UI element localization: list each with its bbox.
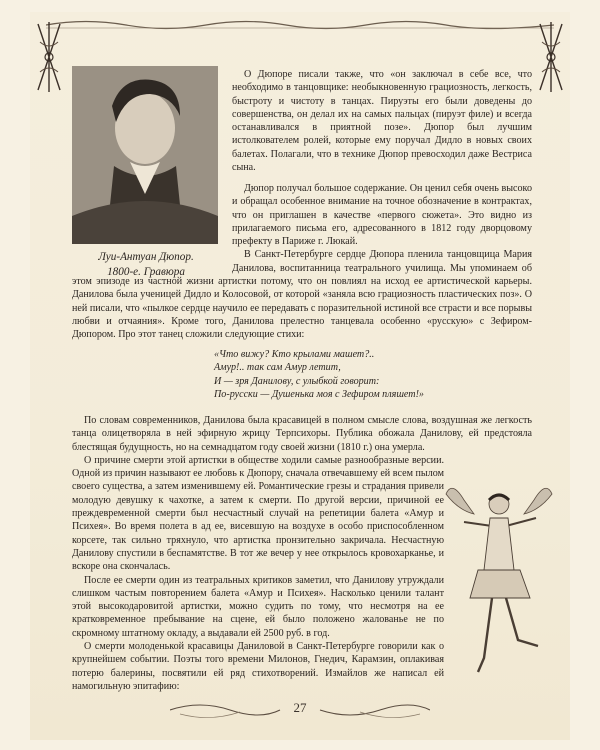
page-number: 27: [293, 700, 307, 715]
paragraph-death-versions: О причине смерти этой артистки в обществе ходили самые разнообразные версии. Одной из причин называют ее любовь к Дюпору, сначала отвечавшему ей всем пылом своего существа, а затем изменившему ей. Романтические грезы и страдания привели молодую девушку к чахотке, а затем к смерти. По другой версии, причиной ее преждевременной смерти был несчастный случай на репетиции балета «Амур и Психея». Во время полета в ад ее, висевшую на воздухе в особо приспособленном корсете, так сильно тряхнуло, что артистка пронзительно закричала. Несчастную Данилову спустили в беспамятстве. В тот же вечер у нее открылось кровохарканье, и вскоре она скончалась.: [72, 454, 444, 573]
paragraph-danilova-intro: В Санкт-Петербурге сердце Дюпора пленила танцовщица Мария Данилова, воспитанница театрального училища. Мы упоминаем об этом эпизоде из частной жизни артистки потому, что он повлиял на исход ее артистической карьеры. Данилова была ученицей Дидло и Колосовой, от которой «заняла всю грациозность пластических поз». О ней писали, что «пылкое сердце научило ее передавать с поразительной истиной все страсти и все порывы любви и отчаяния». Кроме того, Данилова прелестно танцевала особенно «русскую» с Зефиром-Дюпором. Про этот танец сложили следующие стихи:: [72, 249, 532, 341]
paragraph-danilova-beauty: По словам современников, Данилова была красавицей в полном смысле слова, воздушная же легкость танца олицетворяла в ней эфирную жрицу Терпсихоры. Публика обожала Данилову, ей предстояла блестящая будущность, но на семнадцатом году своей жизни (1810 г.) она умерла.: [72, 415, 532, 453]
paragraph-dupor-technique: О Дюпоре писали также, что «он заключал в себе все, что необходимо в танцовщике: необыкновенную грациозность, легкость, быстроту и чистоту в танцах. Пируэты его были доведены до совершенства, он делал их на самых пальцах (пируэт филе) и всегда останавливался в приятной позе». Дюпор был лучшим истолкователем ролей, которые ему поручал Дидло в новых своих балетах. Полагали, что в технике Дюпор превосходил даже Вестриса сына.: [232, 69, 532, 174]
paragraph-critic-remark: После ее смерти один из театральных критиков заметил, что Данилову утруждали слишком частым повторением балета «Амур и Психея». Насколько ценили талант этой высокодаровитой артистки, можно судить по тому, что несмотря на ее кратковременное пребывание на сцене, ей было положено жалованье не по скромному штатному окладу, а выдавали ей 2500 руб. в год.: [72, 574, 444, 639]
left-lance-ornament-icon: [34, 22, 64, 92]
dancer-engraving-icon: [444, 470, 554, 680]
verse-line: По-русски — Душенька моя с Зефиром пляшет!»: [214, 388, 424, 400]
wrapped-text-block: [72, 182, 532, 342]
verse-line: И — зря Данилову, с улыбкой говорит:: [214, 375, 380, 387]
caption-line-1: Луи-Антуан Дюпор.: [98, 251, 194, 263]
caption-line-2: 1800-е. Гравюра: [107, 266, 185, 278]
paragraph-poets-mourning: О смерти молоденькой красавицы Даниловой в Санкт-Петербурге говорили как о крупнейшем событии. Поэты того времени Милонов, Гнедич, Карамзин, оплакивая потерю балерины, посвятили ей ряд стихотворений. Измайлов же написал ей намогильную эпитафию:: [72, 641, 444, 692]
right-lance-ornament-icon: [536, 22, 566, 92]
verse-line: «Что вижу? Кто крылами машет?..: [214, 349, 375, 360]
portrait-float-space: [72, 182, 232, 270]
poem-verse: [214, 348, 514, 401]
verse-line: Амур!.. так сам Амур летит,: [214, 362, 341, 374]
paragraph-dupor-salary: Дюпор получал большое содержание. Он ценил себя очень высоко и обращал особенное внимание на точное обозначение в контрактах, что он приглашен в качестве «первого сюжета». Это видно из прилагаемого письма его, адресованного в 1812 году дворцовому префекту в Париже г. Люкай.: [232, 183, 532, 248]
top-border-ornament: [46, 18, 554, 32]
